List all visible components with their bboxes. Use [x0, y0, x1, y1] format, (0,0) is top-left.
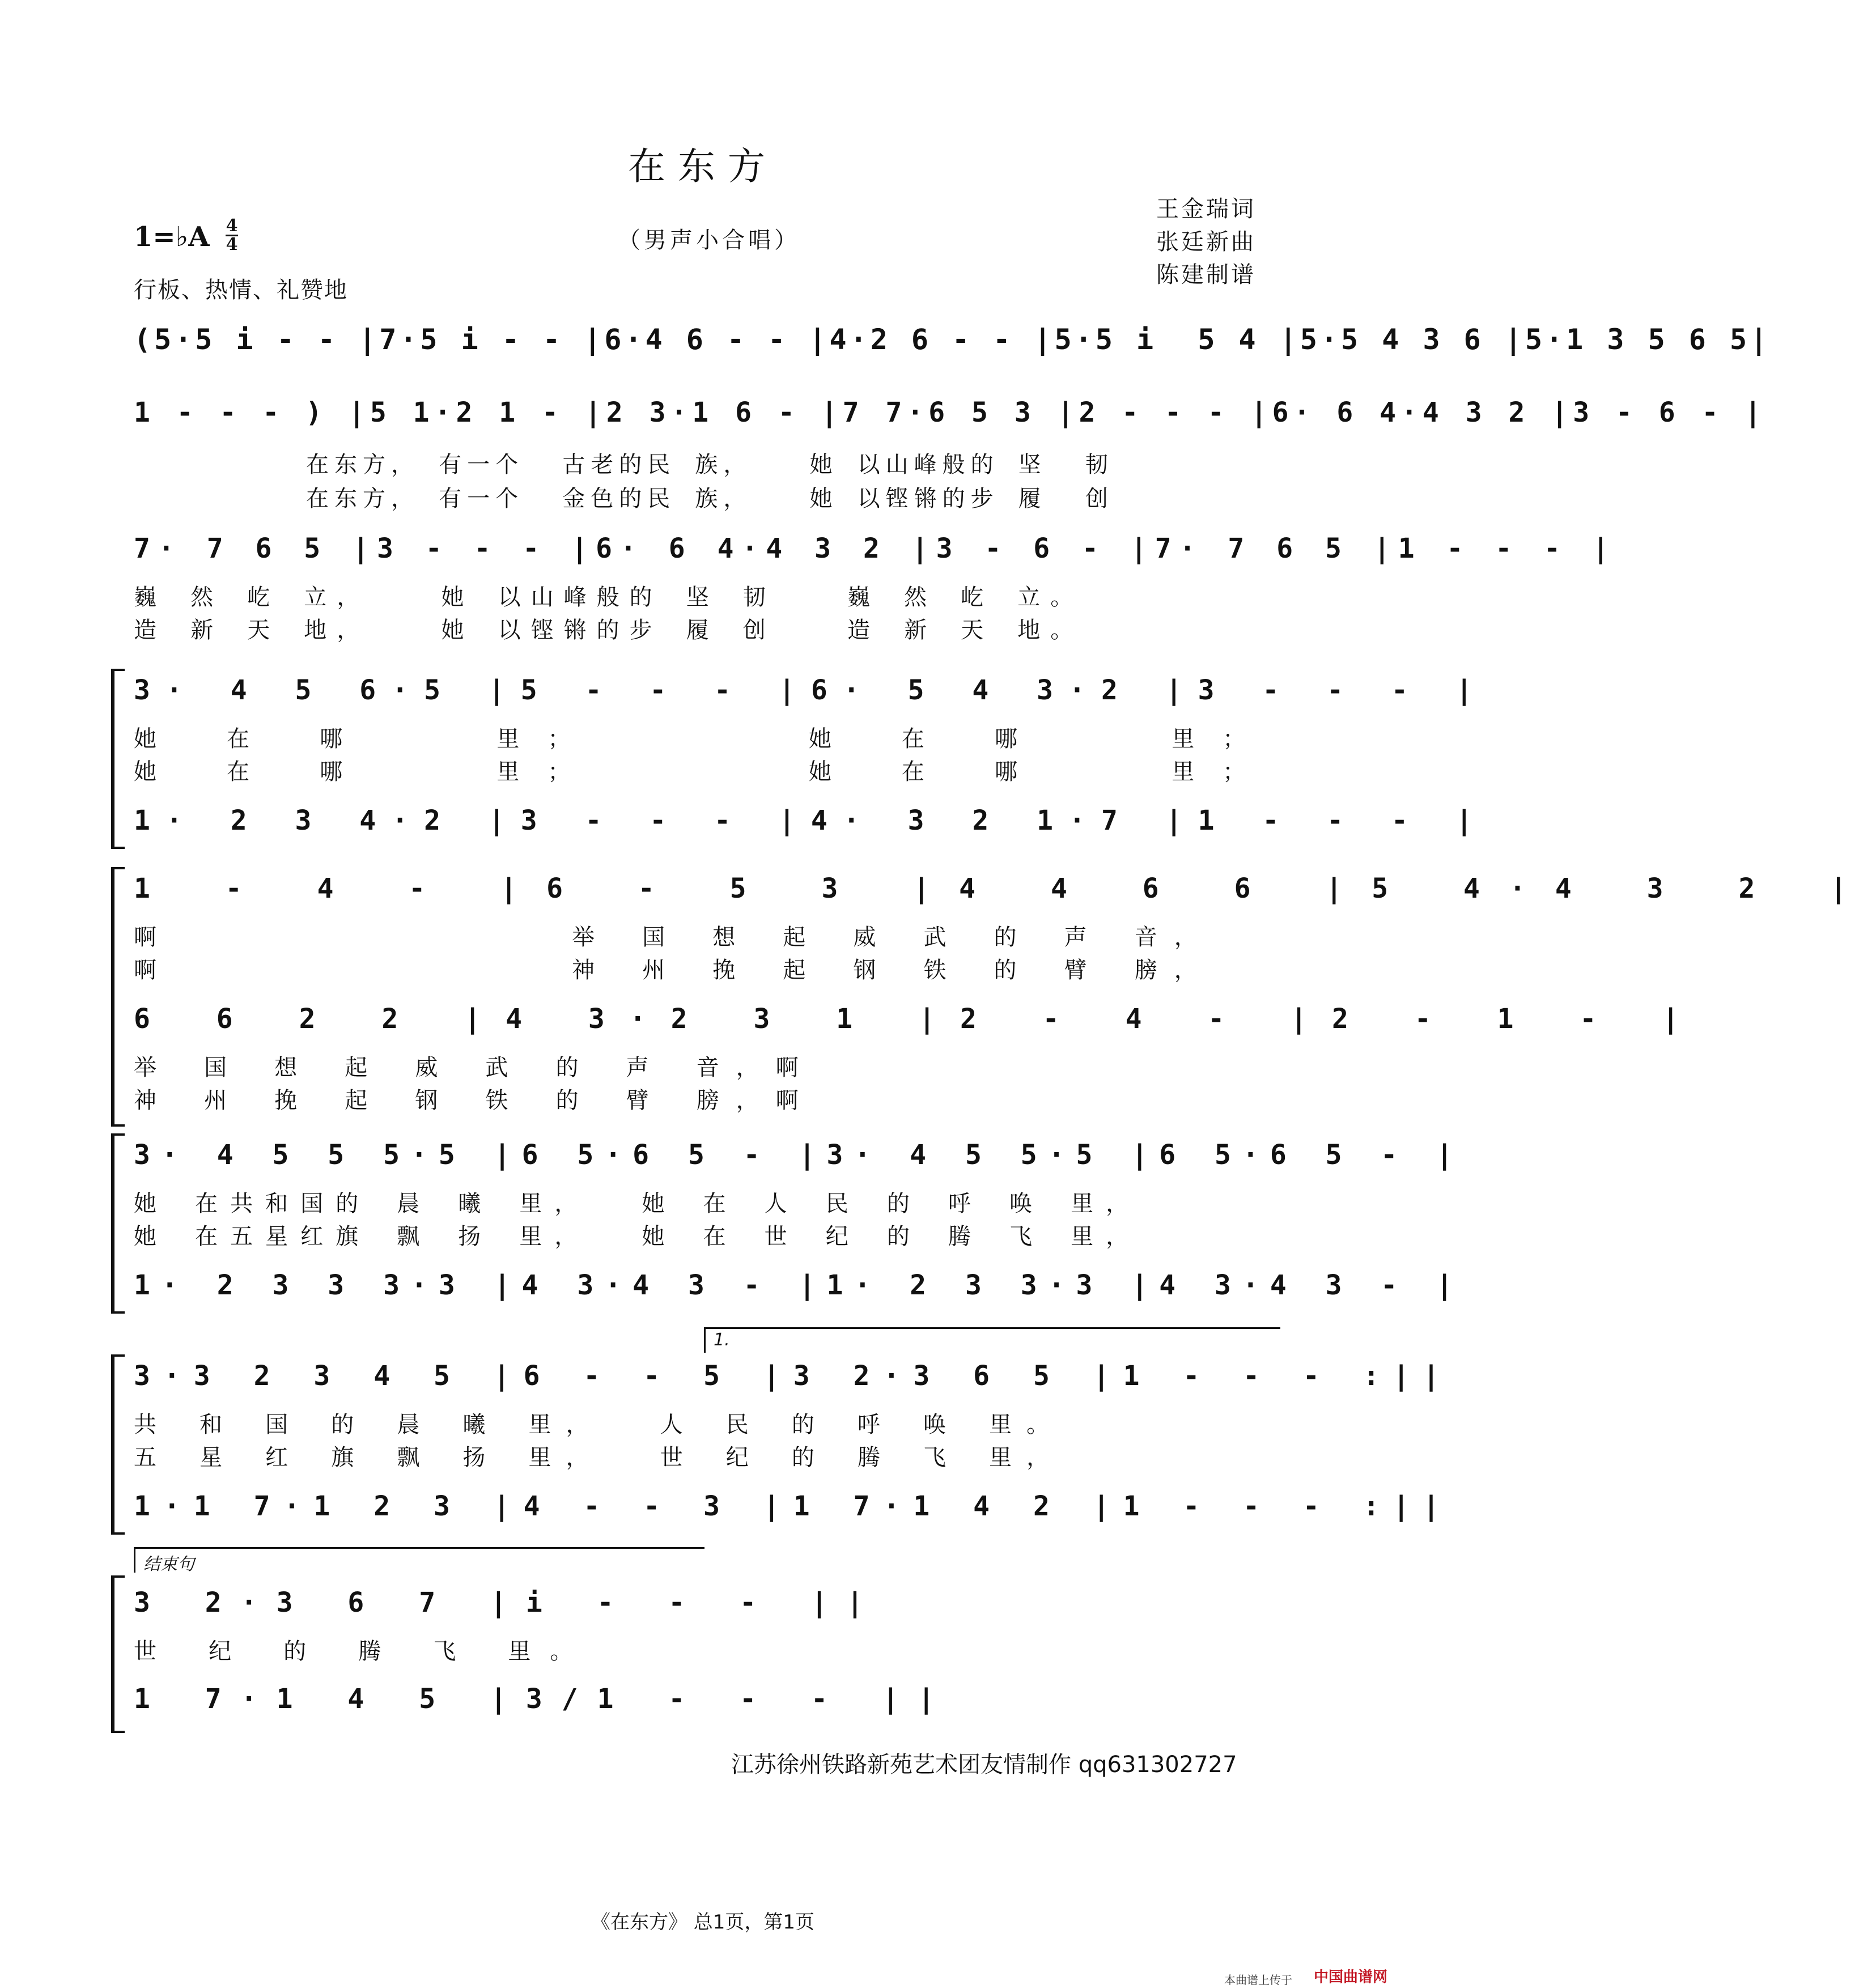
notes-s8-lower: 1 7·1 4 5 |3/1 - - - ||	[134, 1683, 954, 1715]
lyrics-s7-v1: 共 和 国 的 晨 曦 里， 人 民 的 呼 唤 里。	[134, 1412, 1064, 1438]
time-signature	[226, 218, 238, 253]
lyrics-s4-v1: 她 在 哪 里； 她 在 哪 里；	[134, 726, 1274, 752]
time-bottom: 4	[226, 235, 238, 254]
notes-s3: 7· 7 6 5 |3 - - - |6· 6 4·4 3 2 |3 - 6 - |7· 7 6 5 |1 - - - |	[134, 533, 1617, 564]
notes-s6-lower: 1· 2 3 3 3·3 |4 3·4 3 - |1· 2 3 3·3 |4 3·4 3 - |	[134, 1269, 1465, 1301]
notes-s5-lower: 6 6 2 2 |4 3·2 3 1 |2 - 4 - |2 - 1 - |	[134, 1003, 1704, 1035]
time-top: 4	[226, 216, 238, 236]
notes-s2: 1 - - - ) |5 1·2 1 - |2 3·1 6 - |7 7·6 5 3 |2 - - - |6· 6 4·4 3 2 |3 - 6 - |	[134, 397, 1767, 428]
lyrics-s6-v1: 她 在共和国的 晨 曦 里， 她 在 人 民 的 呼 唤 里，	[134, 1191, 1141, 1217]
engraver: 陈建制谱	[1156, 262, 1256, 288]
lyrics-s8-v1: 世 纪 的 腾 飞 里。	[134, 1638, 592, 1664]
lyrics-s3-v2: 造 新 天 地， 她 以铿锵的步 履 创 造 新 天 地。	[134, 617, 1084, 643]
production-credit: 江苏徐州铁路新苑艺术团友情制作 qq631302727	[731, 1752, 1237, 1778]
lyrics-s5-v4: 神 州 挽 起 钢 铁 的 臂 膀，啊	[134, 1088, 816, 1114]
system-brace-5	[111, 867, 125, 1127]
notes-s1: (5·5 i - - |7·5 i - - |6·4 6 - - |4·2 6 - - |5·5 i 5 4 |5·5 4 3 6 |5·1 3 5 6 5|	[134, 323, 1771, 356]
lyrics-s4-v2: 她 在 哪 里； 她 在 哪 里；	[134, 759, 1274, 785]
system-brace-6	[111, 1133, 125, 1314]
notes-s4-lower: 1· 2 3 4·2 |3 - - - |4· 3 2 1·7 |1 - - - |	[134, 805, 1488, 836]
lyrics-s5-v2: 啊 神 州 挽 起 钢 铁 的 臂 膀，	[134, 957, 1214, 983]
system-brace-8	[111, 1575, 125, 1733]
notes-s7-upper: 3·3 2 3 4 5 |6 - - 5 |3 2·3 6 5 |1 - - - :||	[134, 1360, 1453, 1392]
notes-s4-upper: 3· 4 5 6·5 |5 - - - |6· 5 4 3·2 |3 - - - |	[134, 674, 1488, 706]
system-brace-4	[111, 669, 125, 849]
notes-s5-upper: 1 - 4 - |6 - 5 3 |4 4 6 6 |5 4·4 3 2 |	[134, 873, 1876, 904]
tempo-marking: 行板、热情、礼赞地	[134, 277, 348, 303]
lyrics-s7-v2: 五 星 红 旗 飘 扬 里， 世 纪 的 腾 飞 里，	[134, 1445, 1064, 1471]
subtitle: （男声小合唱）	[618, 227, 800, 253]
credits	[1156, 193, 1256, 291]
notes-s7-lower: 1·1 7·1 2 3 |4 - - 3 |1 7·1 4 2 |1 - - - :||	[134, 1490, 1453, 1522]
key-signature: 1=♭A	[134, 221, 210, 253]
composer: 张廷新曲	[1156, 229, 1256, 255]
song-title: 在东方	[628, 145, 778, 188]
lyrics-s5-v3: 举 国 想 起 威 武 的 声 音，啊	[134, 1055, 816, 1081]
system-brace-7	[111, 1354, 125, 1535]
lyrics-s6-v2: 她 在五星红旗 飘 扬 里， 她 在 世 纪 的 腾 飞 里，	[134, 1224, 1141, 1250]
site-logo[interactable]: 中国曲谱网	[1314, 1969, 1388, 1986]
lyricist: 王金瑞词	[1156, 196, 1256, 222]
lyrics-s5-v1: 啊 举 国 想 起 威 武 的 声 音，	[134, 924, 1214, 950]
notes-s8-upper: 3 2·3 6 7 |i - - - ||	[134, 1587, 882, 1619]
lyrics-s3-v1: 巍 然 屹 立， 她 以山峰般的 坚 韧 巍 然 屹 立。	[134, 584, 1084, 610]
notes-s6-upper: 3· 4 5 5 5·5 |6 5·6 5 - |3· 4 5 5·5 |6 5·6 5 - |	[134, 1139, 1465, 1171]
coda-label: 结束句	[134, 1547, 704, 1573]
volta-1: 1.	[704, 1327, 1280, 1353]
lyrics-s2-v1: 在东方， 有一个 古老的民 族， 她 以山峰般的 坚 韧	[306, 452, 1114, 478]
upload-note: 本曲谱上传于	[1224, 1973, 1292, 1987]
lyrics-s2-v2: 在东方， 有一个 金色的民 族， 她 以铿锵的步 履 创	[306, 486, 1114, 512]
page-number: 《在东方》 总1页，第1页	[591, 1911, 815, 1934]
